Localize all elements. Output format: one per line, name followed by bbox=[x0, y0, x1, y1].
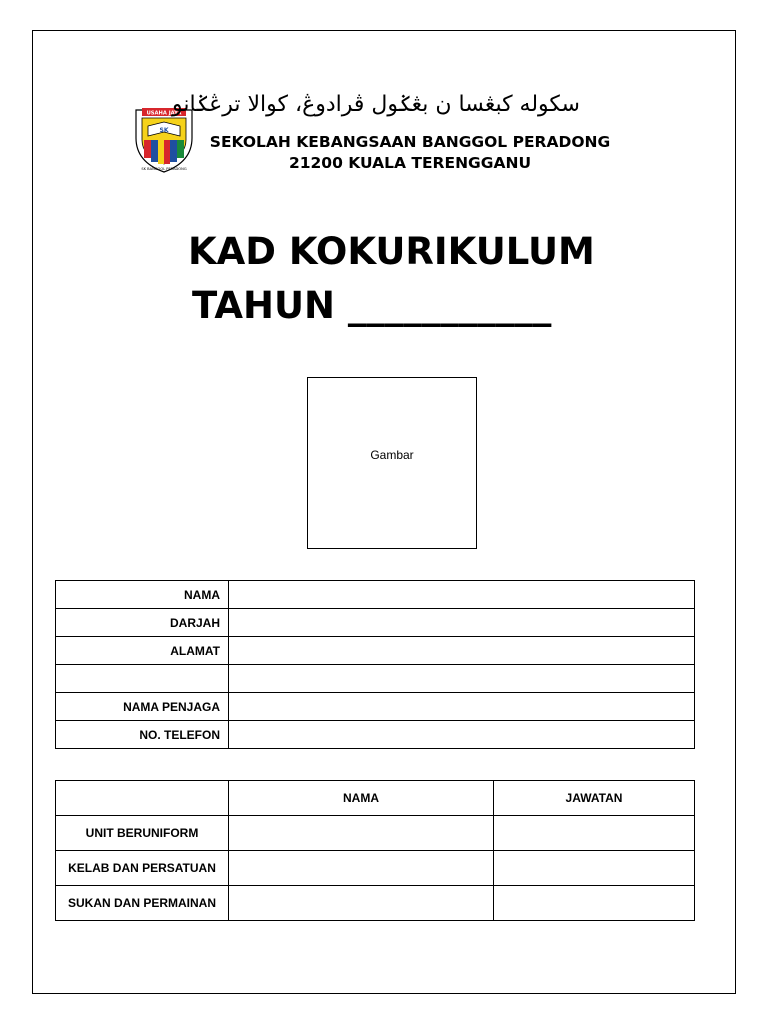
document-title: KAD KOKURIKULUM bbox=[188, 230, 595, 273]
table-row bbox=[56, 693, 695, 721]
field-no-telefon[interactable] bbox=[229, 721, 695, 749]
label-nama: NAMA bbox=[56, 581, 229, 609]
table-row bbox=[56, 581, 695, 609]
field-sukan-nama[interactable] bbox=[229, 886, 494, 921]
field-unit-nama[interactable] bbox=[229, 816, 494, 851]
field-alamat-line2[interactable] bbox=[229, 665, 695, 693]
year-line: TAHUN ___________ bbox=[192, 284, 552, 327]
photo-label: Gambar bbox=[370, 448, 414, 462]
svg-text:SK: SK bbox=[159, 127, 169, 134]
table-row bbox=[56, 637, 695, 665]
category-unit-beruniform: UNIT BERUNIFORM bbox=[56, 816, 229, 851]
field-darjah[interactable] bbox=[229, 609, 695, 637]
table-header-row bbox=[56, 781, 695, 816]
school-address: 21200 KUALA TERENGGANU bbox=[288, 154, 532, 172]
photo-placeholder[interactable] bbox=[307, 377, 477, 549]
table-row bbox=[56, 886, 695, 921]
table-row bbox=[56, 721, 695, 749]
cocurricular-table bbox=[55, 780, 695, 921]
label-no-telefon: NO. TELEFON bbox=[56, 721, 229, 749]
label-alamat-cont bbox=[56, 665, 229, 693]
svg-text:USAHA JAYA: USAHA JAYA bbox=[146, 110, 182, 117]
label-nama-penjaga: NAMA PENJAGA bbox=[56, 693, 229, 721]
label-darjah: DARJAH bbox=[56, 609, 229, 637]
svg-text:SK BANGGOL PERADONG: SK BANGGOL PERADONG bbox=[141, 167, 187, 171]
table-row bbox=[56, 851, 695, 886]
field-kelab-jawatan[interactable] bbox=[494, 851, 695, 886]
category-kelab-persatuan: KELAB DAN PERSATUAN bbox=[56, 851, 229, 886]
school-name: SEKOLAH KEBANGSAAN BANGGOL PERADONG bbox=[209, 133, 611, 151]
field-alamat[interactable] bbox=[229, 637, 695, 665]
header-jawatan: JAWATAN bbox=[494, 781, 695, 816]
category-sukan-permainan: SUKAN DAN PERMAINAN bbox=[56, 886, 229, 921]
field-kelab-nama[interactable] bbox=[229, 851, 494, 886]
field-sukan-jawatan[interactable] bbox=[494, 886, 695, 921]
table-row bbox=[56, 665, 695, 693]
header-nama: NAMA bbox=[229, 781, 494, 816]
header-empty bbox=[56, 781, 229, 816]
label-alamat: ALAMAT bbox=[56, 637, 229, 665]
field-nama[interactable] bbox=[229, 581, 695, 609]
school-name-jawi: سکوله کبڠسا ن بڠݢول ڤرادوڠ، کوالا ترڠݢانو bbox=[172, 92, 580, 117]
student-info-table bbox=[55, 580, 695, 749]
field-unit-jawatan[interactable] bbox=[494, 816, 695, 851]
table-row bbox=[56, 609, 695, 637]
field-nama-penjaga[interactable] bbox=[229, 693, 695, 721]
table-row bbox=[56, 816, 695, 851]
